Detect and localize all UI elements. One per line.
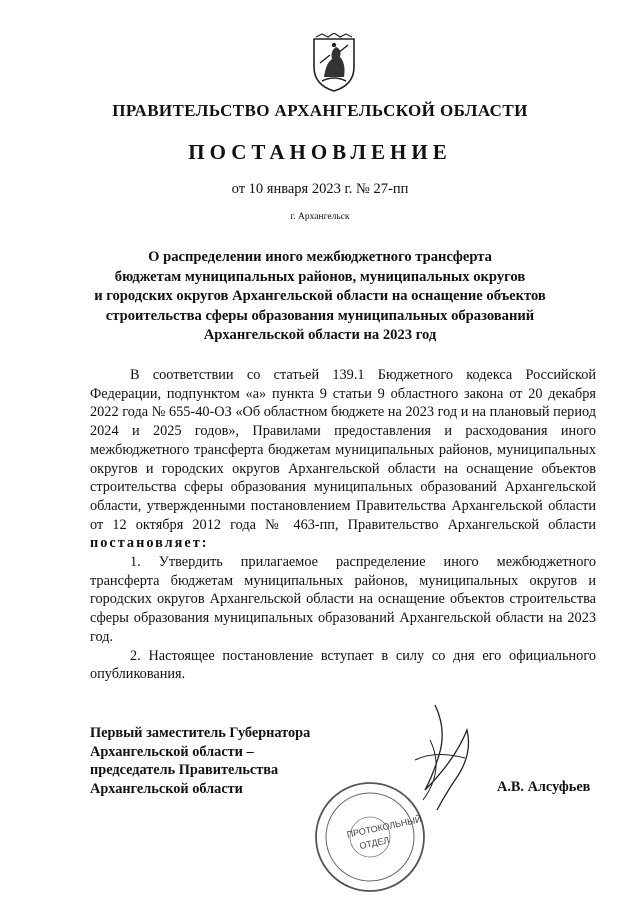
resolves-word: постановляет bbox=[90, 535, 202, 552]
signatory-name: А.В. Алсуфьев bbox=[497, 779, 591, 795]
stamp-line-1: ПРОТОКОЛЬНЫЙ bbox=[345, 814, 423, 840]
item-2-paragraph: 2. Настоящее постановление вступает в силу со дня его официального опубликования. bbox=[90, 647, 596, 683]
position-line: Архангельской области – bbox=[90, 743, 254, 760]
title-line: бюджетам муниципальных районов, муниципальных округов bbox=[114, 268, 526, 285]
resolves-punct: : bbox=[201, 535, 209, 552]
position-line: Архангельской области bbox=[90, 781, 243, 798]
official-stamp bbox=[305, 775, 435, 895]
coat-of-arms-icon bbox=[310, 33, 358, 93]
position-line: Первый заместитель Губернатора bbox=[90, 725, 311, 741]
title-line: и городских округов Архангельской области на оснащение объектов bbox=[94, 288, 546, 304]
document-title bbox=[80, 248, 560, 346]
title-line: Архангельской области на 2023 год bbox=[203, 327, 437, 343]
position-line: председатель Правительства bbox=[90, 762, 279, 779]
item-1-paragraph: 1. Утвердить прилагаемое распределение иного межбюджетного трансферта бюджетам муниципальных районов, муниципальных округов и городских округов Архангельской области на оснащение объектов строительства сферы образования муниципальных образований Архангельской области на 2023 год. bbox=[90, 554, 596, 645]
title-line: строительства сферы образования муниципальных образований bbox=[105, 307, 535, 324]
document-body bbox=[90, 366, 596, 684]
document-city: г. Архангельск bbox=[290, 212, 350, 222]
document-type: ПОСТАНОВЛЕНИЕ bbox=[188, 140, 452, 164]
document-date-number: от 10 января 2023 г. № 27-пп bbox=[231, 181, 409, 197]
organization-name: ПРАВИТЕЛЬСТВО АРХАНГЕЛЬСКОЙ ОБЛАСТИ bbox=[112, 101, 528, 120]
stamp-line-2: ОТДЕЛ bbox=[358, 834, 391, 852]
intro-text: В соответствии со статьей 139.1 Бюджетного кодекса Российской Федерации, подпунктом «а» пункта 9 статьи 9 областного закона от 20 декабря 2022 года № 655-40-ОЗ «Об областном бюджете на 2023 год и на плановый период 2024 и 2025 годов», Правилами предоставления и расходования иного межбюджетного трансферта бюджетам муниципальных районов, муниципальных округов и городских округов Архангельской области на оснащение объектов строительства сферы образования муниципальных образований Архангельской области, утвержденными постановлением Правительства Архангельской области от 12 октября 2012 года № 463-пп, Правительство Архангельской области bbox=[90, 367, 596, 533]
title-line: О распределении иного межбюджетного трансферта bbox=[148, 249, 492, 265]
intro-paragraph bbox=[90, 366, 596, 553]
